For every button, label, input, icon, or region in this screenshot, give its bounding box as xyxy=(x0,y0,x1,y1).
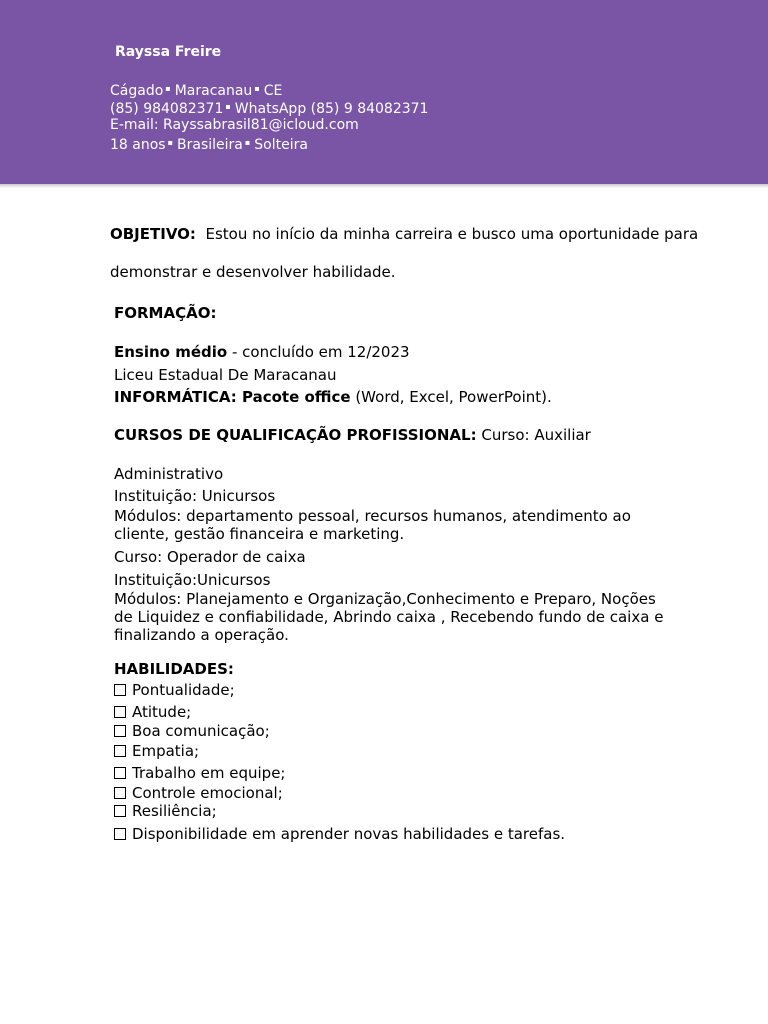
personal-line xyxy=(110,134,308,154)
nationality: Brasileira xyxy=(177,137,243,153)
skill-label: Trabalho em equipe; xyxy=(132,764,286,782)
objective-label: OBJETIVO: xyxy=(110,225,196,243)
skill-label: Disponibilidade em aprender novas habilidades e tarefas. xyxy=(132,825,566,843)
checkbox-icon xyxy=(114,725,126,737)
city-district: Cágado xyxy=(110,83,164,99)
course2-name: Curso: Operador de caixa xyxy=(114,548,306,566)
checkbox-icon xyxy=(114,767,126,779)
skill-label: Boa comunicação; xyxy=(132,722,270,740)
skill-label: Resiliência; xyxy=(132,802,217,820)
course1-institution: Instituição: Unicursos xyxy=(114,487,276,505)
separator-bullet: ▪ xyxy=(254,84,260,93)
skills-heading: HABILIDADES: xyxy=(114,660,234,678)
skill-item xyxy=(114,802,217,821)
separator-bullet: ▪ xyxy=(167,138,173,147)
whatsapp: WhatsApp (85) 9 84082371 xyxy=(234,101,429,117)
phone-line xyxy=(110,98,428,118)
school-name: Liceu Estadual De Maracanau xyxy=(114,366,337,384)
courses-heading: CURSOS DE QUALIFICAÇÃO PROFISSIONAL: xyxy=(114,426,477,444)
state: CE xyxy=(263,83,283,99)
degree-label: Ensino médio xyxy=(114,343,228,361)
degree-line xyxy=(114,343,410,362)
skill-label: Controle emocional; xyxy=(132,784,283,802)
location-line xyxy=(110,80,282,100)
checkbox-icon xyxy=(114,745,126,757)
checkbox-icon xyxy=(114,684,126,696)
course1-modules: Módulos: departamento pessoal, recursos humanos, atendimento ao cliente, gestão financeira e marketing. xyxy=(114,507,631,543)
education-heading: FORMAÇÃO: xyxy=(114,304,217,322)
skill-label: Pontualidade; xyxy=(132,681,235,699)
course2-modules: Módulos: Planejamento e Organização,Conhecimento e Preparo, Noções de Liquidez e confiabilidade, Abrindo caixa , Recebendo fundo de caixa e finalizando a operação. xyxy=(114,590,664,644)
skill-item xyxy=(114,742,199,761)
skill-label: Atitude; xyxy=(132,703,192,721)
course1-name-start: Curso: Auxiliar xyxy=(476,426,591,444)
age: 18 anos xyxy=(110,137,166,153)
computing-detail: (Word, Excel, PowerPoint). xyxy=(350,388,552,406)
candidate-name: Rayssa Freire xyxy=(115,44,222,60)
objective-text: Estou no início da minha carreira e busco uma oportunidade para demonstrar e desenvolver habilidade. xyxy=(110,225,699,281)
checkbox-icon xyxy=(114,706,126,718)
separator-bullet: ▪ xyxy=(165,84,171,93)
skill-label: Empatia; xyxy=(132,742,200,760)
course1-name-end: Administrativo xyxy=(114,465,224,483)
degree-detail: - concluído em 12/2023 xyxy=(227,343,410,361)
skill-item xyxy=(114,764,286,783)
skill-item xyxy=(114,825,565,844)
courses-heading-line xyxy=(114,426,591,445)
objective-section xyxy=(110,215,710,291)
city: Maracanau xyxy=(174,83,253,99)
separator-bullet: ▪ xyxy=(225,102,231,111)
marital-status: Solteira xyxy=(254,137,308,153)
email-line: E-mail: Rayssabrasil81@icloud.com xyxy=(110,117,359,133)
checkbox-icon xyxy=(114,828,126,840)
skill-item xyxy=(114,722,270,741)
skill-item xyxy=(114,784,283,803)
phone: (85) 984082371 xyxy=(110,101,224,117)
computing-line xyxy=(114,388,552,407)
checkbox-icon xyxy=(114,787,126,799)
computing-label: INFORMÁTICA: Pacote office xyxy=(114,388,351,406)
separator-bullet: ▪ xyxy=(244,138,251,147)
skill-item xyxy=(114,703,191,722)
header-band xyxy=(0,0,768,184)
checkbox-icon xyxy=(114,805,126,817)
course2-institution: Instituição:Unicursos xyxy=(114,571,271,589)
skill-item xyxy=(114,681,235,700)
header-shadow xyxy=(0,184,768,188)
